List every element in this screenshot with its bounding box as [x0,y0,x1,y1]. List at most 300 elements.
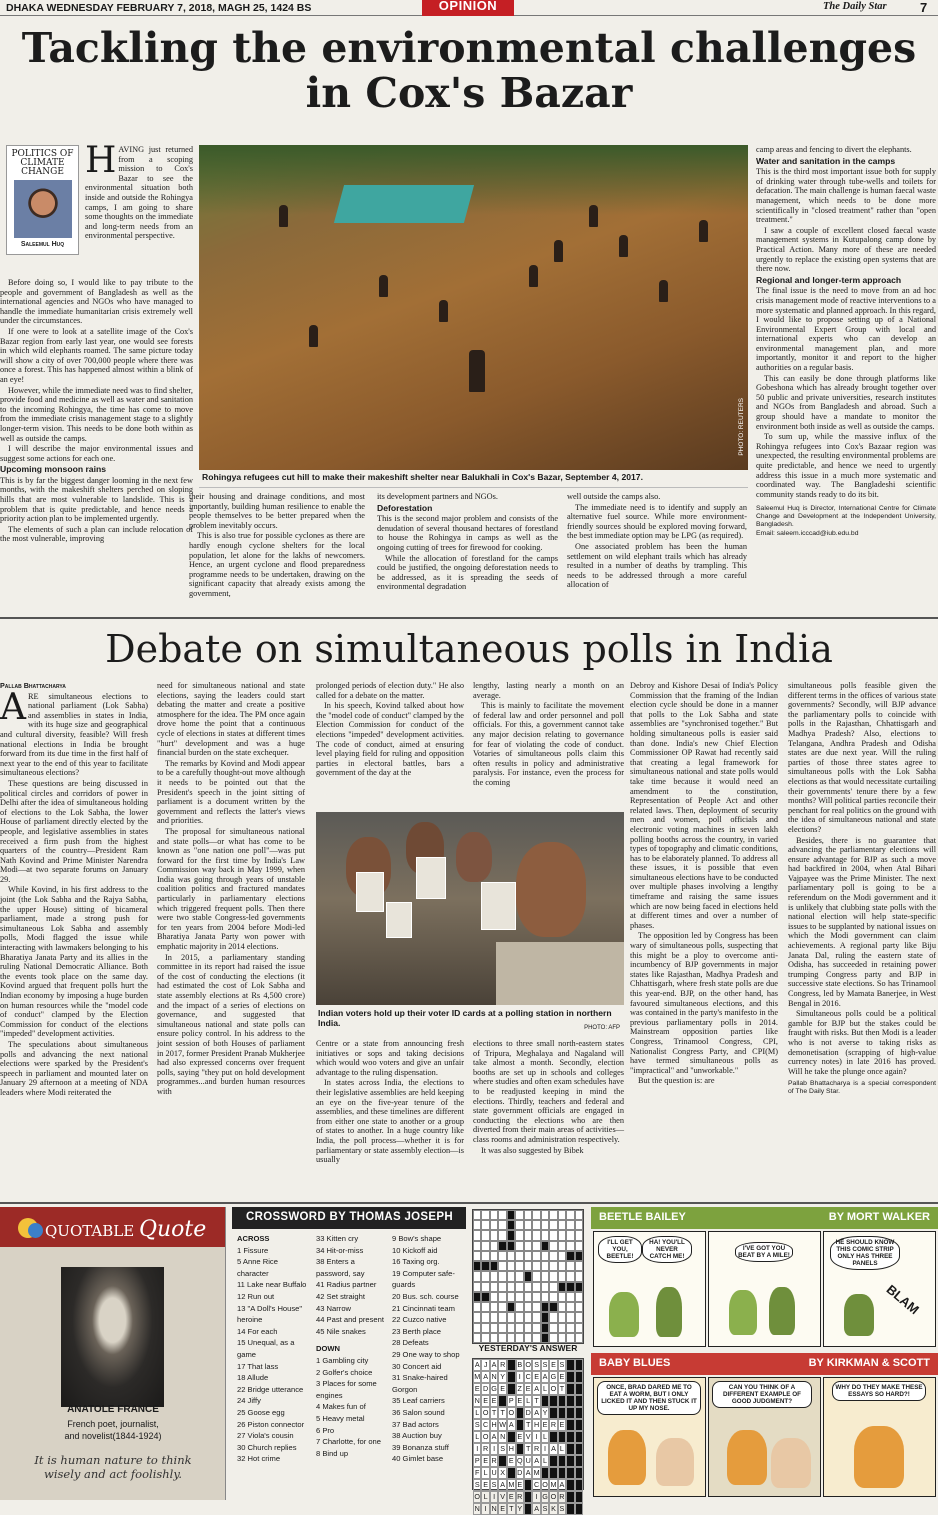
crossword-cell[interactable] [515,1312,523,1322]
crossword-cell[interactable] [515,1292,523,1302]
answer-cell: T [558,1383,566,1395]
crossword-cell[interactable] [498,1312,506,1322]
crossword-cell[interactable] [507,1271,515,1281]
crossword-cell[interactable] [473,1312,481,1322]
crossword-cell[interactable] [473,1210,481,1220]
crossword-cell[interactable] [524,1251,532,1261]
crossword-cell[interactable] [532,1282,540,1292]
crossword-cell[interactable] [524,1261,532,1271]
crossword-cell[interactable] [498,1271,506,1281]
crossword-cell[interactable] [541,1333,549,1343]
crossword-cell[interactable] [515,1302,523,1312]
answer-cell: V [500,1492,506,1501]
crossword-cell[interactable] [490,1333,498,1343]
crossword-cell[interactable] [515,1323,523,1333]
quote-text: It is human nature to think wisely and act foolishly. [34,1453,192,1481]
paragraph: In 2015, a parliamentary standing committee in its report had raised the issue of the cost of conducting the elections (it had estimated the cost of Lok Sabha and state assembly elections at Rs 4,500 crore) and the impact of a series of elections on governance, and suggested that simultaneous national and state polls can ensure policy control. In his address to the joint session of both Houses of parliament in 2017, former President Pranab Mukherjee had also expressed concerns over frequent polls, saying "they put on hold development programmes...and burden human resources with [157,952,305,1096]
crossword-cell[interactable] [541,1292,549,1302]
crossword-cell[interactable] [575,1271,583,1281]
crossword-cell[interactable] [515,1261,523,1271]
clue: 17 That lass [237,1361,279,1371]
answer-cell: A [474,1360,480,1369]
paragraph: These questions are being discussed in political circles and corridors of power in Delhi after the idea of simultaneous holding of elections to the Lok Sabha, the lower House of parliament directly elected by the people, and legislative assemblies in states received a firm push from the highest quarters of the country—President Ram Nath Kovind and Prime Minister Narendra Modi—at two separate forums on January 29. [0,778,148,884]
answer-cell [575,1455,583,1467]
crossword-cell[interactable] [481,1312,489,1322]
crossword-cell[interactable] [507,1241,515,1251]
crossword-cell[interactable] [507,1210,515,1220]
clue: 4 Makes fun of [316,1402,366,1412]
crossword-cell[interactable] [507,1230,515,1240]
crossword-cell[interactable] [481,1302,489,1312]
crossword-cell[interactable] [541,1251,549,1261]
answer-cell [498,1395,507,1407]
comic-author: BY KIRKMAN & SCOTT [808,1357,930,1369]
crossword-cell[interactable] [549,1210,557,1220]
crossword-cell[interactable] [481,1271,489,1281]
answer-cell: E [517,1432,523,1441]
answer-cell [566,1455,574,1467]
crossword-cell[interactable] [490,1230,498,1240]
crossword-cell[interactable] [524,1323,532,1333]
paragraph: The proposal for simultaneous national and state polls—or what has come to be known as "one nation one poll"—was put forward for the first time by India's Law Commission way back in May 1999, when India was going through years of unstable coalition politics and fractured mandates particularly in parliamentary elections which triggered frequent polls. Then there were two stable Congress-led governments for ten years from 2004 before Modi-led Bharatiya Janata Party won power with emphatic majority in 2014 elections. [157,826,305,952]
crossword-cell[interactable] [541,1241,549,1251]
crossword-cell[interactable] [473,1230,481,1240]
crossword-cell[interactable] [575,1230,583,1240]
crossword-cell[interactable] [473,1220,481,1230]
answer-cell: E [551,1360,556,1369]
crossword-cell[interactable] [541,1261,549,1271]
crossword-cell[interactable] [566,1333,574,1343]
crossword-cell[interactable] [473,1282,481,1292]
crossword-cell[interactable] [490,1292,498,1302]
answer-cell: A [534,1504,539,1513]
crossword-cell[interactable] [549,1261,557,1271]
crossword-cell[interactable] [473,1333,481,1343]
answer-cell: C [534,1480,540,1489]
crossword-cell[interactable] [532,1312,540,1322]
crossword-cell[interactable] [558,1271,566,1281]
answer-cell: E [474,1384,480,1393]
answer-cell: E [534,1372,539,1381]
crossword-cell[interactable] [575,1323,583,1333]
crossword-cell[interactable] [566,1261,574,1271]
lead-paragraph: RE simultaneous elections to national parliament (Lok Sabha) and assemblies in states in India, with its huge size and geographical and cultural diversity, feasible? Will fresh national elections in India be brought forward from its due time in the first half of next year to the end of this year to facilitate simultaneous elections? [0,691,148,778]
crossword-cell[interactable] [558,1220,566,1230]
crossword-cell[interactable] [490,1210,498,1220]
crossword-cell[interactable] [532,1230,540,1240]
paragraph: The elements of such a plan can include relocation of the most vulnerable, improving [0,524,193,544]
crossword-cell[interactable] [524,1333,532,1343]
answer-cell: I [516,1371,524,1383]
crossword-grid[interactable] [472,1209,584,1344]
clue: 39 Bonanza stuff [392,1442,449,1452]
crossword-cell[interactable] [549,1323,557,1333]
crossword-cell[interactable] [498,1302,506,1312]
answer-cell: O [508,1408,515,1417]
crossword-cell[interactable] [481,1282,489,1292]
crossword-cell[interactable] [473,1271,481,1281]
answer-cell: B [517,1360,523,1369]
crossword-cell[interactable] [566,1302,574,1312]
crossword-cell[interactable] [490,1312,498,1322]
paragraph: need for simultaneous national and state elections, saying the leaders could start debating the matter and create a positive atmosphere for the idea. The PM once again drove home the point that a continuous cycle of elections in states at different times "hurt" development and was a huge financial burden on the state exchequer. [157,681,305,758]
crossword-cell[interactable] [507,1312,515,1322]
crossword-cell[interactable] [549,1302,557,1312]
crossword-cell[interactable] [558,1333,566,1343]
crossword-cell[interactable] [498,1210,506,1220]
paragraph: However, while the immediate need was to find shelter, provide food and medicine as well as water and sanitation to the incoming Rohingya, the time has come to move from the immediate crisis management stage to a slightly longer-term vision. This needs to be done both within as well as outside the camps. [0,385,193,443]
article2-headline[interactable]: Debate on simultaneous polls in India [105,627,833,671]
crossword-cell[interactable] [558,1210,566,1220]
dropcap: A [0,686,26,728]
crossword-cell[interactable] [566,1230,574,1240]
answer-cell [566,1443,574,1455]
answer-cell: D [483,1384,489,1393]
crossword-cell[interactable] [566,1323,574,1333]
crossword-cell[interactable] [524,1282,532,1292]
crossword-cell[interactable] [575,1261,583,1271]
paragraph: Debroy and Kishore Desai of India's Policy Commission that the framing of the Indian election cycle should be done in a manner that polls to the Lok Sabha and state assemblies are "synchronised together." But holding simultaneous polls is easier said than done. India's new Chief Election Commissioner OP Rawat had recently said that creating a legal framework for simultaneous national and state polls would take time because it would need an amendment to the constitution, Representation of People Act and other related laws. Then, deployment of security men and women, poll officials and electronic voting machines in seven lakh polling booths across the country, in varied types of topography and climatic conditions, has to be elaborately planned. To address all these issues, it is possible that even simultaneous elections have to be conducted over multiple phases involving a lengthy timeframe and raising the same issues which are now being faced in elections held at different times and over a number of phases. [630,681,778,930]
clue: 32 Hot crime [237,1454,281,1464]
clue: 14 For each [237,1326,278,1336]
crossword-cell[interactable] [566,1312,574,1322]
clue: 15 Unequal, as a [237,1338,295,1348]
crossword-cell[interactable] [498,1282,506,1292]
crossword-cell[interactable] [532,1220,540,1230]
crossword-cell[interactable] [490,1241,498,1251]
answer-cell: L [541,1383,549,1395]
answer-cell: H [491,1420,497,1429]
article2-column-1 [0,681,148,1099]
crossword-cell[interactable] [558,1312,566,1322]
crossword-cell[interactable] [473,1302,481,1312]
crossword-cell[interactable] [481,1210,489,1220]
clue: 23 Berth place [392,1326,441,1336]
answer-cell: O [542,1480,548,1489]
crossword-cell[interactable] [515,1271,523,1281]
paragraph: lengthy, lasting nearly a month on an average. [473,681,624,700]
answer-cell: R [491,1456,497,1465]
paragraph: This is also true for possible cyclones as there are hardly enough cyclone shelters for the local population, let alone for the lakhs of newcomers. Hence, an urgent cyclone and flood preparedness programme needs to be undertaken, drawing on the significant capacity that already exists among the government, [189,531,365,598]
clue: password, say [316,1268,365,1278]
crossword-cell[interactable] [541,1271,549,1281]
answer-cell: T [498,1407,507,1419]
clue: 35 Leaf carriers [392,1396,445,1406]
crossword-cell[interactable] [524,1302,532,1312]
crossword-cell[interactable] [541,1302,549,1312]
crossword-cell[interactable] [507,1220,515,1230]
answer-cell: E [525,1384,531,1393]
crossword-cell[interactable] [515,1230,523,1240]
crossword-cell[interactable] [575,1282,583,1292]
crossword-cell[interactable] [566,1220,574,1230]
answer-cell: L [541,1431,549,1443]
answer-cell [566,1395,574,1407]
crossword-cell[interactable] [473,1241,481,1251]
crossword-cell[interactable] [507,1251,515,1261]
crossword-cell[interactable] [558,1261,566,1271]
answer-cell: L [473,1407,481,1419]
crossword-cell[interactable] [549,1271,557,1281]
paragraph: In his speech, Kovind talked about how the "model code of conduct" clamped by the Election Commission for conduct of the elections "impeded" development activities. The code of conduct, aimed at ensuring level playing field for ruling and opposition parties in electoral battles, bars a government of the day at the [316,701,464,778]
crossword-cell[interactable] [549,1312,557,1322]
answer-cell: S [491,1480,497,1489]
crossword-cell[interactable] [566,1271,574,1281]
answer-cell [566,1491,574,1503]
crossword-cell[interactable] [481,1230,489,1240]
author-column-box [6,145,79,255]
crossword-cell[interactable] [473,1251,481,1261]
crossword-section [232,1207,466,1500]
crossword-cell[interactable] [524,1210,532,1220]
paper-logo: The Daily Star [823,1,887,12]
crossword-cell[interactable] [549,1292,557,1302]
answer-cell: A [534,1408,539,1417]
answer-cell [549,1455,557,1467]
crossword-cell[interactable] [575,1241,583,1251]
crossword-cell[interactable] [481,1261,489,1271]
crossword-cell[interactable] [524,1220,532,1230]
crossword-cell[interactable] [532,1302,540,1312]
clue: 29 One way to shop [392,1349,460,1359]
crossword-cell[interactable] [498,1220,506,1230]
crossword-cell[interactable] [507,1323,515,1333]
clue: 38 Auction buy [392,1431,442,1441]
crossword-cell[interactable] [481,1241,489,1251]
answer-cell [575,1359,583,1371]
crossword-cell[interactable] [558,1282,566,1292]
clue: 44 Past and present [316,1315,384,1325]
crossword-cell[interactable] [524,1271,532,1281]
clue: 6 Pro [316,1425,335,1435]
crossword-cell[interactable] [515,1220,523,1230]
answer-cell [549,1467,557,1479]
answer-cell: E [542,1420,548,1429]
crossword-cell[interactable] [481,1323,489,1333]
paragraph: While Kovind, in his first address to the joint (the Lok Sabha and the Rajya Sabha, the upper House) sitting of bicameral parliament, made a strong push for simultaneous Lok Sabha and assembly polls, Modi flagged the issue while interacting with lawmakers belonging to his Bharatiya Janata Party and its allies in the ruling National Democratic Alliance. Both the events took place on the same day. Kovind argued that frequent polls hurt the Indian economy by imposing a huge burden on human resources while the "model code of conduct" clamped by the Election Commission for conduct of the elections "impeded" development activities. [0,885,148,1039]
crossword-cell[interactable] [515,1241,523,1251]
crossword-cell[interactable] [558,1251,566,1261]
crossword-cell[interactable] [541,1312,549,1322]
article1-headline[interactable] [0,26,938,116]
crossword-cell[interactable] [558,1292,566,1302]
crossword-cell[interactable] [549,1241,557,1251]
crossword-cell[interactable] [524,1312,532,1322]
paragraph: If one were to look at a satellite image of the Cox's Bazar region from early last year, one would see forests in which wild elephants roamed. The same picture today will show a city of over 700,000 people where there was once a forest. This has happened almost within a blink of an eye! [0,326,193,384]
crossword-cell[interactable] [558,1323,566,1333]
answer-cell [507,1371,515,1383]
subhead: Water and sanitation in the camps [756,155,896,166]
answer-cell: A [508,1420,514,1429]
yesterday-answer-label: YESTERDAY'S ANSWER [478,1343,578,1353]
paragraph: In states across India, the elections to their legislative assemblies are held keeping an eye on the five-year tenure of the assemblies, and these timelines are different from either one state to another or a group of states to another. In a huge country like India, the poll process—whether it is for parliamentary or state assembly election—is usually [316,1078,464,1165]
answer-cell: G [491,1384,497,1393]
crossword-cell[interactable] [532,1241,540,1251]
crossword-cell[interactable] [532,1251,540,1261]
answer-cell [507,1431,515,1443]
crossword-cell[interactable] [507,1302,515,1312]
crossword-cell[interactable] [498,1261,506,1271]
answer-cell [566,1407,574,1419]
crossword-cell[interactable] [490,1302,498,1312]
paragraph: Besides, there is no guarantee that advancing the parliamentary elections will ensure advantage for BJP as such a move had backfired in 2004, when Atal Bihari Vajpayee was the Prime Minister. The next parliamentary poll is going to be a referendum on the Modi government and it is unlikely that clubbing state polls with the national election will help state-specific issues to be supplanted by national issues on which the Modi government can claim achievements. A regional party like Biju Janata Dal, ruling the eastern state of Odisha, has succeeded in retaining power trumping Congress party and BJP in successive state elections. So has Trinamool Congress, led by Mamata Banerjee, in West Bengal in 2016. [788,835,936,1008]
answer-cell: H [534,1420,540,1429]
crossword-cell[interactable] [558,1230,566,1240]
crossword-cell[interactable] [549,1230,557,1240]
crossword-cell[interactable] [575,1251,583,1261]
bottom-divider [0,1202,938,1204]
answer-cell: N [491,1372,497,1381]
crossword-cell[interactable] [507,1282,515,1292]
crossword-cell[interactable] [549,1282,557,1292]
crossword-cell[interactable] [498,1292,506,1302]
author-note: Pallab Bhattacharya is a special correspondent of The Daily Star. [788,1080,936,1096]
crossword-cell[interactable] [532,1333,540,1343]
crossword-cell[interactable] [549,1220,557,1230]
answer-cell [566,1359,574,1371]
answer-cell: A [500,1480,506,1489]
crossword-cell[interactable] [473,1292,481,1302]
crossword-cell[interactable] [541,1210,549,1220]
article1-column-2 [189,492,365,600]
answer-cell: C [525,1372,531,1381]
clue: 12 Run out [237,1291,275,1301]
answer-cell [558,1407,566,1419]
answer-cell: Z [516,1383,524,1395]
clue: 33 Kitten cry [316,1234,359,1243]
paragraph: This can easily be done through platforms like Gobeshona which has already brought together over 50 public and private universities, research institutes and NGOs from Bangladesh and abroad. Such a group should have a mandate to monitor the environment both inside as well as outside the camps. [756,373,936,431]
crossword-cell[interactable] [541,1323,549,1333]
refugee-camp-photo[interactable] [199,145,748,470]
crossword-cell[interactable] [532,1271,540,1281]
answer-cell [507,1383,515,1395]
article2-column-6 [788,681,936,1097]
crossword-cell[interactable] [473,1261,481,1271]
crossword-cell[interactable] [541,1220,549,1230]
crossword-cell[interactable] [532,1210,540,1220]
paragraph: simultaneous polls feasible given the different terms in the offices of various state governments? Secondly, will BJP advance the parliamentary polls to coincide with polls in the Rajasthan, Chhattisgarh and Madhya Pradesh? Also, elections to Telangana, Andhra Pradesh and Odisha states are due next year. Will the ruling parties of those three states agree to simultaneous polls with the Lok Sabha elections as that would necessitate curtailing their governments' tenure there by a few months? Will political parties reconcile their penchant for real politics on the ground with the idea of simultaneous national and state elections? [788,681,936,834]
clue: 3 Places for some [316,1379,377,1389]
crossword-cell[interactable] [515,1210,523,1220]
clue: 13 "A Doll's House" [237,1303,303,1313]
crossword-cell[interactable] [524,1230,532,1240]
crossword-cell[interactable] [515,1251,523,1261]
voters-id-photo[interactable] [316,812,624,1005]
crossword-cell[interactable] [532,1323,540,1333]
crossword-cell[interactable] [566,1210,574,1220]
crossword-cell[interactable] [566,1251,574,1261]
crossword-cell[interactable] [473,1323,481,1333]
clue: 9 Bow's shape [392,1234,442,1243]
crossword-cell[interactable] [566,1282,574,1292]
paragraph: This is the second major problem and consists of the denudation of several thousand hectares of forestland to house the Rohingya in camps as well as the ongoing cutting of trees for firewood for cooking. [377,514,558,552]
crossword-cell[interactable] [575,1220,583,1230]
answer-cell: M [474,1372,481,1381]
answer-cell: M [508,1480,515,1489]
crossword-cell[interactable] [507,1261,515,1271]
crossword-cell[interactable] [498,1251,506,1261]
crossword-cell[interactable] [524,1292,532,1302]
paragraph: elections to three small north-eastern states of Tripura, Meghalaya and Nagaland will take almost a month. Secondly, election booths are set up in schools and colleges where studies and often exam schedules have to be readjusted keeping in mind the elections. Thirdly, teachers and federal and state government officials are engaged in conducting the elections who are then diverted from their main areas of activities—class rooms and administration respectively. [473,1039,624,1144]
paragraph: its development partners and NGOs. [377,492,498,501]
answer-cell: S [542,1360,548,1369]
answer-cell: R [550,1420,557,1429]
crossword-cell[interactable] [481,1220,489,1230]
answer-cell: P [474,1456,480,1465]
down-clues [392,1233,466,1465]
crossword-cell[interactable] [575,1312,583,1322]
crossword-cell[interactable] [575,1292,583,1302]
answer-cell [575,1443,583,1455]
crossword-cell[interactable] [566,1241,574,1251]
crossword-cell[interactable] [490,1323,498,1333]
answer-cell: A [542,1372,548,1381]
crossword-cell[interactable] [541,1282,549,1292]
answer-cell [575,1503,583,1515]
baby-blues-strip [591,1353,938,1500]
crossword-cell[interactable] [524,1241,532,1251]
crossword-cell[interactable] [498,1333,506,1343]
crossword-cell[interactable] [575,1302,583,1312]
crossword-cell[interactable] [566,1292,574,1302]
crossword-cell[interactable] [515,1282,523,1292]
author-email[interactable]: Email: saleem.icccad@iub.edu.bd [756,530,859,538]
crossword-cell[interactable] [532,1292,540,1302]
crossword-cell[interactable] [490,1271,498,1281]
answer-cell: E [559,1372,565,1381]
answer-cell: M [533,1468,540,1477]
answer-cell [575,1431,583,1443]
crossword-cell[interactable] [498,1323,506,1333]
answer-cell [575,1407,583,1419]
quote-header [0,1207,225,1247]
paragraph: The opposition led by Congress has been wary of simultaneous polls, suspecting that this might be a ploy to overcome anti-incumbency of BJP governments in major states like Rajasthan, Madhya Pradesh and Chhattisgarh, where fresh state polls are due this year-end. BJP, on the other hand, has favoured simultaneous elections, and this was contained in the party's manifesto in the previous parliamentary polls in 2014. Mainstream opposition parties like Congress, Trinamool Congress, CPI, Nationalist Congress Party, and CPI(M) have termed simultaneous polls as "impractical" and "unworkable." [630,931,778,1075]
crossword-cell[interactable] [515,1333,523,1343]
crossword-cell[interactable] [498,1241,506,1251]
crossword-cell[interactable] [490,1251,498,1261]
crossword-cell[interactable] [541,1230,549,1240]
paragraph: I will describe the major environmental issues and suggest some actions for each one. [0,444,193,463]
answer-cell: A [525,1468,531,1477]
crossword-cell[interactable] [558,1302,566,1312]
crossword-cell[interactable] [481,1333,489,1343]
crossword-cell[interactable] [549,1333,557,1343]
crossword-cell[interactable] [481,1251,489,1261]
crossword-cell[interactable] [532,1261,540,1271]
crossword-cell[interactable] [575,1333,583,1343]
answer-cell: T [524,1419,532,1431]
crossword-cell[interactable] [575,1210,583,1220]
crossword-cell[interactable] [507,1333,515,1343]
answer-cell: U [491,1468,497,1477]
answer-cell: G [550,1372,557,1381]
section-label[interactable]: OPINION [422,0,514,16]
crossword-cell[interactable] [490,1261,498,1271]
crossword-cell[interactable] [490,1220,498,1230]
crossword-cell[interactable] [558,1241,566,1251]
crossword-cell[interactable] [481,1292,489,1302]
answer-cell: V [525,1432,531,1441]
crossword-cell[interactable] [498,1230,506,1240]
crossword-cell[interactable] [490,1282,498,1292]
answer-cell [566,1371,574,1383]
clue: 1 Fissure [237,1245,269,1255]
answer-cell: A [491,1432,497,1441]
clue: 45 Nile snakes [316,1326,366,1336]
crossword-cell[interactable] [507,1292,515,1302]
answer-cell [558,1455,566,1467]
crossword-cell[interactable] [549,1251,557,1261]
